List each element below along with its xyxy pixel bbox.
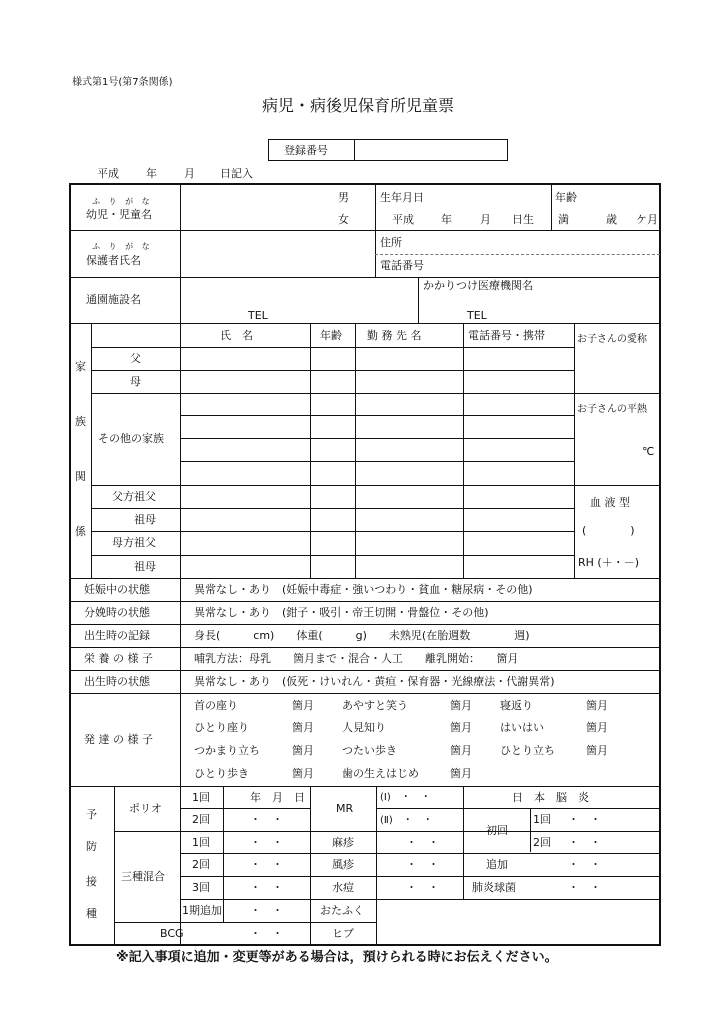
- je-dose1-date: ・ ・: [568, 813, 601, 826]
- history-text-pregnancy: 異常なし・あり (妊娠中毒症・強いつわり・貧血・糖尿病・その他): [194, 583, 533, 596]
- date-month: 月: [184, 167, 195, 180]
- history-label-birth-state: 出生時の状態: [84, 675, 150, 688]
- child-furigana: ふ り が な: [92, 197, 153, 206]
- header-work: 勤 務 先 名: [367, 329, 422, 342]
- pneumococcal-label: 肺炎球菌: [472, 881, 516, 894]
- dev-unit: 箇月: [450, 721, 472, 734]
- dev-unit: 箇月: [450, 767, 472, 780]
- nickname-label: お子さんの愛称: [577, 334, 647, 345]
- dpt-dose3: 3回: [192, 881, 210, 894]
- dev-item: つかまり立ち: [194, 744, 260, 757]
- date-era: 平成: [97, 167, 119, 180]
- family-side-2: 族: [75, 415, 86, 428]
- birth-day: 日生: [512, 213, 534, 226]
- development-label: 発 達 の 様 子: [84, 733, 153, 746]
- vacc-side-3: 接: [86, 875, 97, 888]
- clinic-label: かかりつけ医療機関名: [423, 279, 533, 292]
- mumps-label: おたふく: [320, 904, 364, 917]
- je-booster-date: ・ ・: [568, 858, 601, 871]
- dpt-dose1: 1回: [192, 836, 210, 849]
- je-initial: 初回: [486, 824, 508, 837]
- history-label-birth-record: 出生時の記録: [84, 629, 150, 642]
- header-phone: 電話番号・携帯: [468, 329, 545, 342]
- polio-dose2-date: ・ ・: [250, 813, 283, 826]
- history-text-birth-record: 身長( cm) 体重( g) 未熟児(在胎週数 週): [194, 629, 530, 642]
- rh-label: RH (＋・－): [578, 556, 639, 569]
- dev-item: 人見知り: [342, 721, 386, 734]
- dev-item: つたい歩き: [342, 744, 397, 757]
- dpt-dose2-date: ・ ・: [250, 858, 283, 871]
- history-text-delivery: 異常なし・あり (鉗子・吸引・帝王切開・骨盤位・その他): [194, 606, 489, 619]
- row-mat-grandmother: 祖母: [134, 560, 156, 573]
- dev-unit: 箇月: [450, 699, 472, 712]
- phone-label: 電話番号: [380, 259, 424, 272]
- page-title: 病児・病後児保育所児童票: [262, 96, 455, 115]
- dev-unit: 箇月: [586, 721, 608, 734]
- polio-dose1: 1回: [192, 791, 210, 804]
- family-side-1: 家: [75, 360, 86, 373]
- dev-unit: 箇月: [586, 744, 608, 757]
- header-age: 年齢: [320, 329, 342, 342]
- rubella-date: ・ ・: [406, 858, 439, 871]
- mr-label: MR: [336, 802, 354, 815]
- history-label-nutrition: 栄 養 の 様 子: [84, 652, 153, 665]
- address-label: 住所: [380, 236, 402, 249]
- je-dose2-date: ・ ・: [568, 836, 601, 849]
- row-pat-grandfather: 父方祖父: [112, 490, 156, 503]
- history-text-nutrition: 哺乳方法：母乳 箇月まで・混合・人工 離乳開始： 箇月: [194, 652, 519, 665]
- dpt-label: 三種混合: [121, 870, 165, 883]
- header-name: 氏 名: [220, 329, 253, 342]
- female-option[interactable]: 女: [338, 213, 349, 226]
- dev-item: 首の座り: [194, 699, 238, 712]
- mr1-date: (Ⅰ) ・ ・: [380, 792, 431, 803]
- pneumococcal-date: ・ ・: [568, 881, 601, 894]
- guardian-name-label: 保護者氏名: [86, 254, 141, 267]
- history-text-birth-state: 異常なし・あり (仮死・けいれん・黄疸・保育器・光線療法・代謝異常): [194, 675, 555, 688]
- dev-item: ひとり立ち: [500, 744, 555, 757]
- dev-unit: 箇月: [292, 744, 314, 757]
- varicella-label: 水痘: [332, 881, 354, 894]
- dev-unit: 箇月: [292, 767, 314, 780]
- je-label: 日 本 脳 炎: [512, 791, 589, 804]
- hib-label: ヒブ: [332, 927, 354, 940]
- polio-dose2: 2回: [192, 813, 210, 826]
- je-dose1: 1回: [533, 813, 551, 826]
- vacc-side-4: 種: [86, 907, 97, 920]
- dpt-dose2: 2回: [192, 858, 210, 871]
- birth-label: 生年月日: [380, 191, 424, 204]
- vacc-side-2: 防: [86, 840, 97, 853]
- dpt-dose3-date: ・ ・: [250, 881, 283, 894]
- family-side-4: 係: [75, 525, 86, 538]
- dev-item: 歯の生えはじめ: [342, 767, 419, 780]
- dpt-booster-date: ・ ・: [250, 904, 283, 917]
- date-day: 日記入: [220, 167, 253, 180]
- birth-era: 平成: [392, 213, 414, 226]
- footer-note: ※記入事項に追加・変更等がある場合は，預けられる時にお伝えください。: [116, 950, 558, 965]
- age-year: 歳: [606, 213, 617, 226]
- polio-dose1-date: 年 月 日: [250, 791, 305, 804]
- je-dose2: 2回: [533, 836, 551, 849]
- dev-item: ひとり歩き: [194, 767, 249, 780]
- temp-label: お子さんの平熱: [577, 404, 647, 415]
- dev-unit: 箇月: [292, 699, 314, 712]
- row-mat-grandfather: 母方祖父: [112, 536, 156, 549]
- varicella-date: ・ ・: [406, 881, 439, 894]
- dev-item: 寝返り: [500, 699, 533, 712]
- date-year: 年: [146, 167, 157, 180]
- dev-item: あやすと笑う: [342, 699, 408, 712]
- birth-year: 年: [441, 213, 452, 226]
- history-label-pregnancy: 妊娠中の状態: [84, 583, 150, 596]
- age-month: ケ月: [636, 213, 658, 226]
- history-label-delivery: 分娩時の状態: [84, 606, 150, 619]
- bcg-label: BCG: [160, 927, 184, 940]
- row-pat-grandmother: 祖母: [134, 513, 156, 526]
- polio-label: ポリオ: [129, 802, 162, 815]
- row-father: 父: [130, 352, 141, 365]
- age-full: 満: [558, 213, 569, 226]
- dpt-booster: 1期追加: [182, 904, 222, 917]
- family-side-3: 関: [75, 470, 86, 483]
- mr2-date: (Ⅱ) ・ ・: [380, 815, 433, 826]
- bcg-date: ・ ・: [250, 927, 283, 940]
- guardian-furigana: ふ り が な: [92, 242, 153, 251]
- dev-unit: 箇月: [450, 744, 472, 757]
- vacc-side-1: 予: [86, 808, 97, 821]
- facility-label: 通園施設名: [86, 293, 141, 306]
- dev-unit: 箇月: [586, 699, 608, 712]
- blood-paren: ( ): [582, 524, 635, 537]
- male-option[interactable]: 男: [338, 191, 349, 204]
- form-number: 様式第1号(第7条関係): [72, 77, 173, 88]
- rubella-label: 風疹: [332, 858, 354, 871]
- registration-label: 登録番号: [284, 144, 328, 157]
- child-name-label: 幼児・児童名: [86, 208, 152, 221]
- temp-unit: ℃: [642, 445, 655, 458]
- blood-label: 血 液 型: [590, 496, 630, 509]
- facility-tel: TEL: [248, 309, 268, 322]
- birth-month: 月: [480, 213, 491, 226]
- age-label: 年齢: [555, 191, 577, 204]
- row-others: その他の家族: [98, 432, 164, 445]
- row-mother: 母: [130, 375, 141, 388]
- measles-date: ・ ・: [406, 836, 439, 849]
- clinic-tel: TEL: [467, 309, 487, 322]
- dev-item: ひとり座り: [194, 721, 249, 734]
- dpt-dose1-date: ・ ・: [250, 836, 283, 849]
- je-booster-label: 追加: [486, 858, 508, 871]
- dev-item: はいはい: [500, 721, 544, 734]
- dev-unit: 箇月: [292, 721, 314, 734]
- measles-label: 麻疹: [332, 836, 354, 849]
